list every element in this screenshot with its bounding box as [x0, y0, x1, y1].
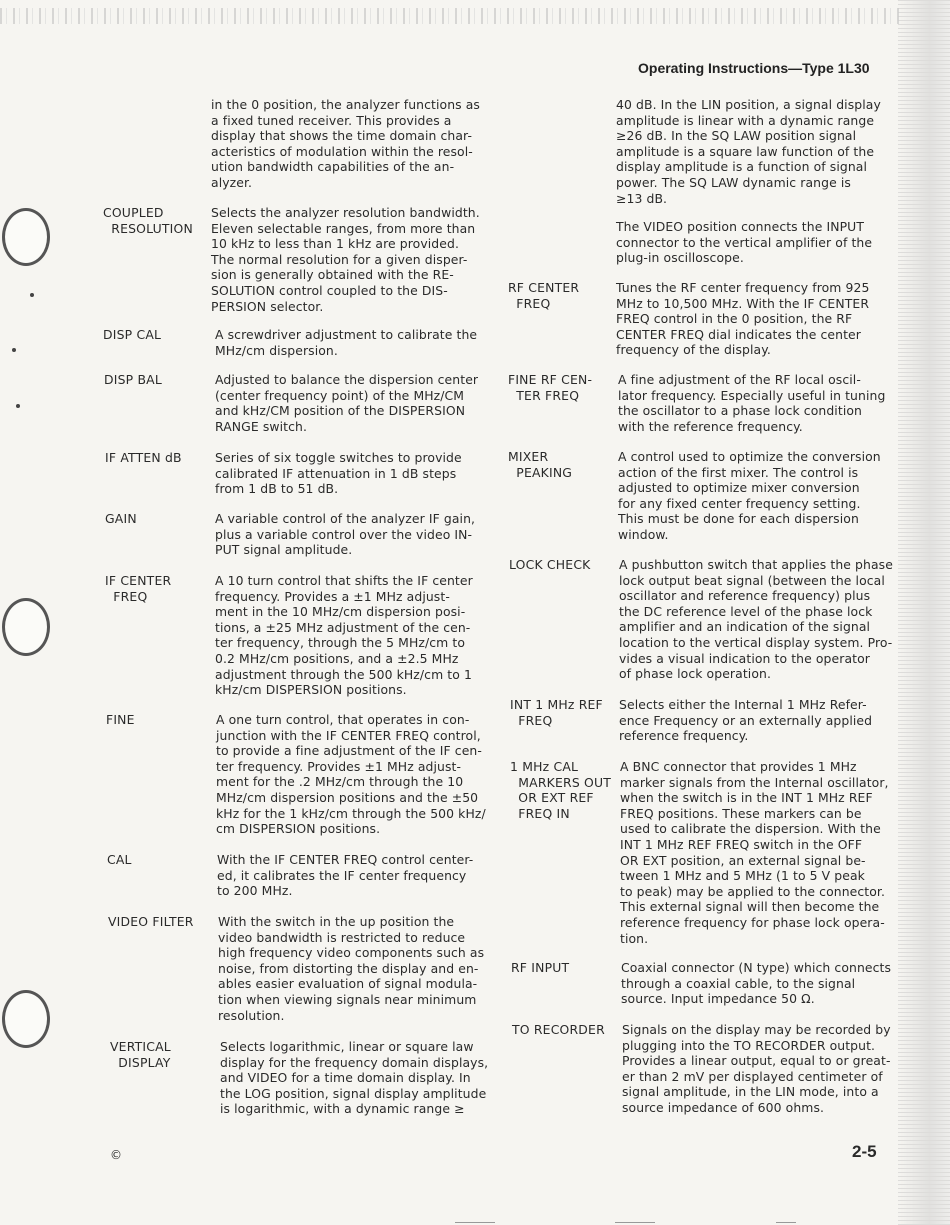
control-description: A 10 turn control that shifts the IF center frequency. Provides a ±1 MHz adjust- ment in the 10 MHz/cm dispersion posi- tions, a ±25 MHz adjustment of the cen- ter frequency, through the 5 MHz/cm to 0.2 MHz/cm positions, and a ±2.5 MHz adjustment through the 500 kHz/cm to 1 kHz/cm DISPERSION positions. — [215, 573, 473, 698]
control-description: Selects logarithmic, linear or square law display for the frequency domain displays, and VIDEO for a time domain display. In the LOG position, signal display amplitude is logarithmic, with a dynamic range ≥ — [220, 1039, 489, 1117]
copyright-mark: © — [110, 1148, 122, 1162]
control-description: Series of six toggle switches to provide calibrated IF attenuation in 1 dB steps from 1 dB to 51 dB. — [215, 450, 462, 497]
control-label: CAL — [107, 852, 132, 867]
binder-hole-top — [2, 208, 50, 266]
page-number: 2-5 — [852, 1142, 877, 1161]
control-description: A one turn control, that operates in con- junction with the IF CENTER FREQ control, to provide a fine adjustment of the IF cen- ter frequency. Provides ±1 MHz adjust- ment for the .2 MHz/cm through the 10 MHz/cm dispersion positions and the ±50 kHz for the 1 kHz/cm through the 500 kHz/ cm DISPERSION positions. — [216, 712, 486, 837]
control-label: GAIN — [105, 511, 137, 526]
control-label: VIDEO FILTER — [108, 914, 194, 929]
control-label: DISP BAL — [104, 372, 162, 387]
control-description: A variable control of the analyzer IF gain, plus a variable control over the video IN- PUT signal amplitude. — [215, 511, 476, 558]
control-description: A control used to optimize the conversion action of the first mixer. The control is adjusted to optimize mixer conversion for any fixed center frequency setting. This must be done for each dispersion window. — [618, 449, 881, 542]
scan-speck — [16, 404, 20, 408]
control-description: Tunes the RF center frequency from 925 MHz to 10,500 MHz. With the IF CENTER FREQ control in the 0 position, the RF CENTER FREQ dial indicates the center frequency of the display. — [616, 280, 870, 358]
control-description: Signals on the display may be recorded by plugging into the TO RECORDER output. Provides a linear output, equal to or great- er than 2 mV per displayed centimeter of signal amplitude, in the LIN mode, into a source impedance of 600 ohms. — [622, 1022, 891, 1115]
control-label: IF ATTEN dB — [105, 450, 182, 465]
control-description: A screwdriver adjustment to calibrate the MHz/cm dispersion. — [215, 327, 478, 358]
control-label: MIXER PEAKING — [508, 449, 573, 480]
control-label: COUPLED RESOLUTION — [103, 205, 193, 236]
control-description: Selects either the Internal 1 MHz Refer- ence Frequency or an externally applied reference frequency. — [619, 697, 873, 744]
scan-mark — [776, 1222, 796, 1223]
control-label: LOCK CHECK — [509, 557, 591, 572]
control-label: RF CENTER FREQ — [508, 280, 580, 311]
control-label: 1 MHz CAL MARKERS OUT OR EXT REF FREQ IN — [510, 759, 612, 821]
left-intro-paragraph: in the 0 position, the analyzer functions as a fixed tuned receiver. This provides a display that shows the time domain char- acteristics of modulation within the resol- ution bandwidth capabilities of the an- alyzer. — [211, 97, 480, 190]
scan-speck — [12, 348, 16, 352]
control-label: FINE — [106, 712, 135, 727]
binder-hole-bottom — [2, 990, 50, 1048]
scan-mark — [455, 1222, 495, 1223]
control-label: RF INPUT — [511, 960, 570, 975]
control-label: DISP CAL — [103, 327, 162, 342]
scan-speck — [30, 293, 34, 297]
control-description: With the IF CENTER FREQ control center- ed, it calibrates the IF center frequency to 200 MHz. — [217, 852, 474, 899]
control-description: Selects the analyzer resolution bandwidth. Eleven selectable ranges, from more than 10 kHz to less than 1 kHz are provided. The normal resolution for a given disper- sion is generally obtained with the RE- SOLUTION control coupled to the DIS- PERSION selector. — [211, 205, 480, 314]
control-description: Coaxial connector (N type) which connects through a coaxial cable, to the signal source. Input impedance 50 Ω. — [621, 960, 892, 1007]
control-label: VERTICAL DISPLAY — [110, 1039, 171, 1070]
control-label: FINE RF CEN- TER FREQ — [508, 372, 593, 403]
control-description: A BNC connector that provides 1 MHz marker signals from the Internal oscillator, when the switch is in the INT 1 MHz REF FREQ positions. These markers can be used to calibrate the dispersion. With the INT 1 MHz REF FREQ switch in the OFF OR EXT position, an external signal be- tween 1 MHz and 5 MHz (1 to 5 V peak to peak) may be applied to the connector. This external signal will then become the reference frequency for phase lock opera- tion. — [620, 759, 889, 946]
control-description: A pushbutton switch that applies the phase lock output beat signal (between the local oscillator and reference frequency) plus the DC reference level of the phase lock amplifier and an indication of the signal location to the vertical display system. Pro- vides a visual indication to the operator of phase lock operation. — [619, 557, 893, 682]
scan-edge-right — [898, 0, 950, 1225]
right-intro-paragraph: 40 dB. In the LIN position, a signal display amplitude is linear with a dynamic range ≥26 dB. In the SQ LAW position signal amplitude is a square law function of the display amplitude is a function of signal power. The SQ LAW dynamic range is ≥13 dB. — [616, 97, 881, 206]
page-header: Operating Instructions—Type 1L30 — [638, 60, 870, 76]
scan-edge-top — [0, 8, 900, 24]
scan-mark — [615, 1222, 655, 1223]
control-label: TO RECORDER — [512, 1022, 605, 1037]
control-description: A fine adjustment of the RF local oscil- lator frequency. Especially useful in tuning the oscillator to a phase lock condition with the reference frequency. — [618, 372, 886, 434]
control-description: Adjusted to balance the dispersion center (center frequency point) of the MHz/CM and kHz/CM position of the DISPERSION RANGE switch. — [215, 372, 479, 434]
control-label: INT 1 MHz REF FREQ — [510, 697, 603, 728]
binder-hole-middle — [2, 598, 50, 656]
control-description: With the switch in the up position the video bandwidth is restricted to reduce high frequency video components such as noise, from distorting the display and en- ables easier evaluation of signal modula- tion when viewing signals near minimum resolution. — [218, 914, 485, 1023]
right-video-paragraph: The VIDEO position connects the INPUT connector to the vertical amplifier of the plug-in oscilloscope. — [616, 219, 873, 266]
control-label: IF CENTER FREQ — [105, 573, 172, 604]
